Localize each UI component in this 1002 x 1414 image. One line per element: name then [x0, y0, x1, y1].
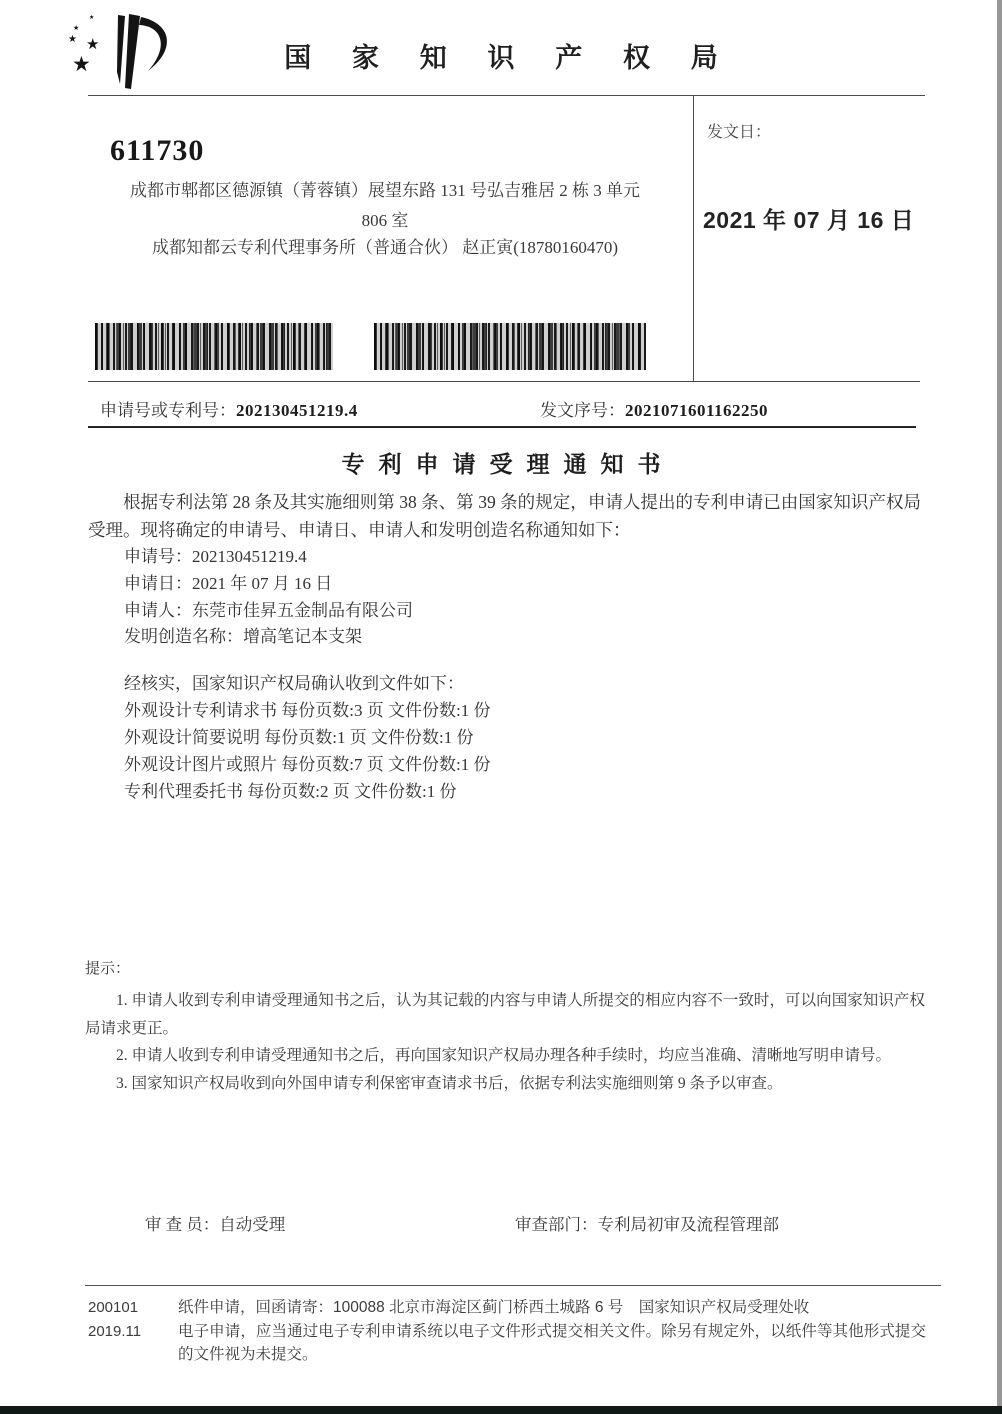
received-intro: 经核实，国家知识产权局确认收到文件如下：: [124, 674, 464, 693]
recipient-address-line1: 成都市郫都区德源镇（菁蓉镇）展望东路 131 号弘吉雅居 2 栋 3 单元: [130, 181, 640, 200]
barcode: [374, 323, 646, 370]
application-fields: [124, 544, 413, 651]
received-document-item: 外观设计简要说明 每份页数:1 页 文件份数:1 份: [124, 728, 474, 747]
rule-top: [88, 95, 925, 96]
barcode: [95, 323, 333, 370]
dispatch-date-label: 发文日：: [707, 124, 772, 141]
document-title: 专利申请受理通知书: [341, 452, 675, 477]
field-application-date: 申请日：2021 年 07 月 16 日: [124, 573, 333, 593]
footer-rule: [85, 1285, 941, 1286]
serial-number-value: 2021071601162250: [625, 401, 769, 420]
intro-paragraph: 根据专利法第 28 条及其实施细则第 38 条、第 39 条的规定，申请人提出的专利申请已由国家知识产权局受理。现将确定的申请号、申请日、申请人和发明创造名称通知如下：: [88, 492, 921, 540]
serial-number-label: 发文序号：: [540, 401, 625, 420]
examiner-department: 审查部门：专利局初审及流程管理部: [515, 1215, 779, 1234]
star-icon: ★: [73, 24, 80, 32]
examiner-name: 审 查 员：自动受理: [145, 1215, 286, 1234]
recipient-address-line2: 806 室: [361, 211, 409, 230]
field-applicant: 申请人：东莞市佳昇五金制品有限公司: [124, 600, 413, 620]
footer-form-code: 2019.11: [88, 1322, 142, 1340]
application-number-label: 申请号或专利号：: [100, 401, 236, 420]
notice-item: 1. 申请人收到专利申请受理通知书之后，认为其记载的内容与申请人所提交的相应内容不一致时，可以向国家知识产权局请求更正。: [85, 992, 925, 1037]
received-document-item: 专利代理委托书 每份页数:2 页 文件份数:1 份: [124, 782, 457, 801]
star-icon: ★: [72, 52, 91, 76]
footer-electronic-filing-line: 电子申请，应当通过电子专利申请系统以电子文件形式提交相关文件。除另有规定外，以纸件等其他形式提交的文件视为未提交。: [178, 1322, 926, 1363]
notice-section: [85, 957, 925, 1097]
star-icon: ★: [89, 15, 95, 21]
received-document-item: 外观设计图片或照片 每份页数:7 页 文件份数:1 份: [124, 755, 491, 774]
received-document-item: 外观设计专利请求书 每份页数:3 页 文件份数:1 份: [124, 701, 491, 720]
serial-number-row: [540, 396, 768, 421]
notice-item: 2. 申请人收到专利申请受理通知书之后，再向国家知识产权局办理各种手续时，均应当准确、清晰地写明申请号。: [116, 1047, 892, 1064]
field-invention-title: 发明创造名称：增高笔记本支架: [124, 627, 362, 647]
recipient-agency-contact: 成都知都云专利代理事务所（普通合伙） 赵正寅(18780160470): [151, 238, 619, 257]
footer-form-code: 200101: [88, 1299, 139, 1316]
rule-thick: [88, 426, 916, 428]
rule-under-cells: [88, 381, 920, 382]
footer-form-codes: [88, 1296, 141, 1343]
field-application-number: 申请号：202130451219.4: [124, 547, 307, 566]
notice-heading: 提示：: [85, 961, 131, 977]
received-documents: [124, 670, 490, 805]
scan-edge-right: [997, 0, 1002, 1414]
footer-paper-filing-line: 纸件申请，回函请寄：100088 北京市海淀区蓟门桥西土城路 6 号 国家知识产权局受理处收: [178, 1299, 810, 1316]
application-number-row: [100, 396, 358, 421]
star-icon: ★: [86, 37, 100, 53]
scan-edge-bottom: [0, 1406, 1002, 1414]
agency-title: 国 家 知 识 产 权 局: [284, 43, 735, 73]
rule-cell-divider: [693, 95, 694, 382]
postal-code: 611730: [110, 134, 205, 167]
star-icon: ★: [68, 34, 77, 45]
notice-item: 3. 国家知识产权局收到向外国申请专利保密审查请求书后，依据专利法实施细则第 9 条予以审查。: [116, 1074, 783, 1092]
application-number-value: 202130451219.4: [236, 401, 358, 420]
footer-instructions: [178, 1296, 926, 1367]
dispatch-date-value: 2021 年 07 月 16 日: [703, 207, 915, 233]
